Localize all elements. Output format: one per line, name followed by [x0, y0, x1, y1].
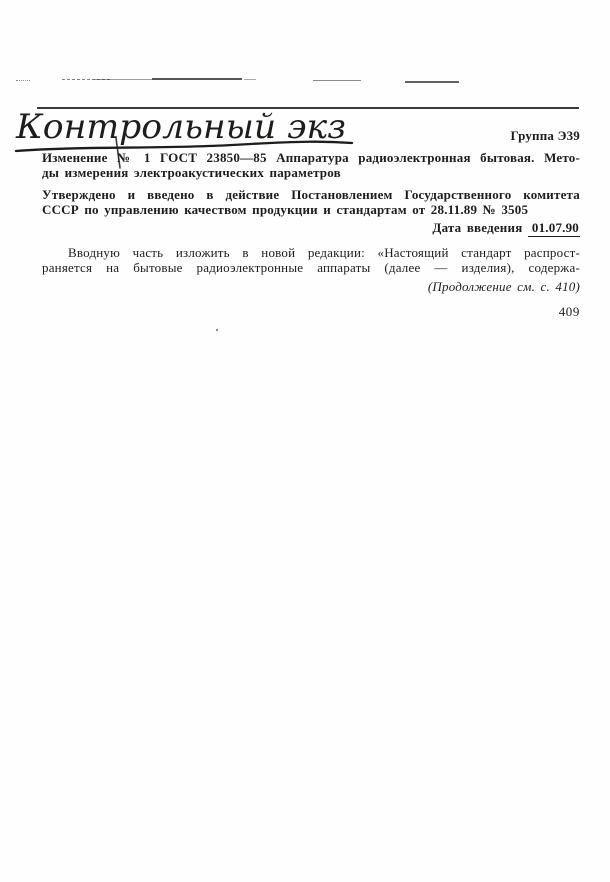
page-number: 409 [558, 304, 580, 319]
amendment-title-line2: ды измерения электроакустических параметров [42, 165, 341, 180]
scan-artifact-line [16, 80, 30, 81]
handwritten-note-text: Контрольный экз [14, 107, 346, 147]
scan-artifact-line [94, 79, 152, 80]
amendment-title-line1: Изменение № 1 ГОСТ 23850—85 Аппаратура радиоэлектронная бытовая. Мето- [42, 150, 580, 165]
amendment-title [42, 150, 580, 180]
scan-artifact-line [313, 80, 361, 81]
horizontal-rule [37, 107, 579, 109]
body-paragraph-line1: Вводную часть изложить в новой редакции: «Настоящий стандарт распрост- [68, 245, 580, 260]
scan-speck [216, 329, 218, 331]
approval-statement [42, 187, 580, 217]
group-label: Группа Э39 [510, 128, 580, 143]
introduction-date-value: 01.07.90 [528, 220, 580, 237]
introduction-date [42, 220, 580, 235]
introduction-date-label: Дата введения [432, 220, 523, 235]
scan-artifact-line [152, 78, 242, 80]
continuation-note: (Продолжение см. с. 410) [427, 279, 580, 294]
approval-statement-line1: Утверждено и введено в действие Постановлением Государственного комитета [42, 187, 580, 202]
approval-statement-line2: СССР по управлению качеством продукции и стандартам от 28.11.89 № 3505 [42, 202, 529, 217]
body-paragraph-line2: раняется на бытовые радиоэлектронные аппараты (далее — изделия), содержа- [42, 260, 580, 275]
scan-artifact-line [244, 79, 256, 80]
body-paragraph [42, 245, 580, 275]
scan-artifact-line [405, 81, 459, 83]
